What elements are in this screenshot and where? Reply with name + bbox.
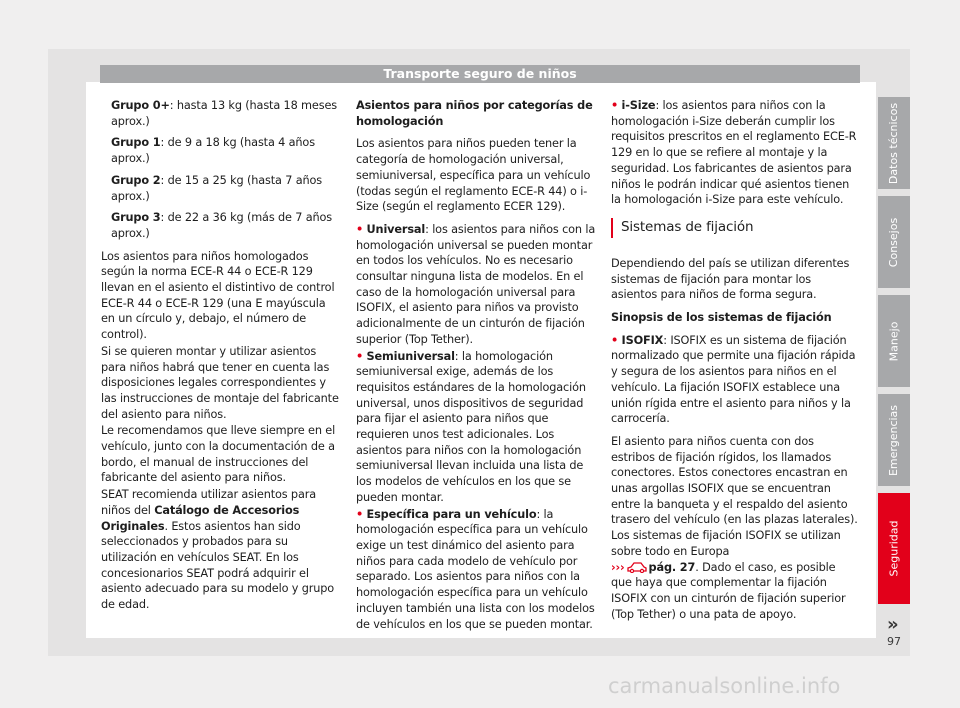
watermark: carmanualsonline.info <box>608 674 841 698</box>
group-item: Grupo 0+: hasta 13 kg (hasta 18 meses aprox.) <box>111 99 337 128</box>
tab-datos-tecnicos[interactable]: Datos técnicos <box>878 97 910 189</box>
group-item: Grupo 3: de 22 a 36 kg (más de 7 años aprox.) <box>111 211 333 240</box>
bullet-icon: • <box>356 222 364 236</box>
list-item: • ISOFIX: ISOFIX es un sistema de fijación normalizado que permite una fijación rápida y segura de los asientos para niños en el vehículo. La fijación ISOFIX establece una unión rígida entre el asiento para niños y la carrocería. <box>611 333 856 426</box>
car-icon <box>627 561 647 573</box>
reference-arrow[interactable]: ››› <box>611 560 625 574</box>
list-item: • Universal: los asientos para niños con la homologación universal se pueden montar en todos los vehículos. No es necesario consultar ninguna lista de modelos. En el caso de la homologación universal para ISOFIX, el asiento para niños va provisto adicionalmente de un cinturón de fijación superior (Top Tether). <box>356 222 596 346</box>
bullet-icon: • <box>611 333 619 347</box>
subheading: Sinopsis de los sistemas de fijación <box>611 311 832 325</box>
group-item: Grupo 1: de 9 a 18 kg (hasta 4 años aprox.) <box>111 136 315 166</box>
paragraph: Si se quieren montar y utilizar asientos para niños habrá que tener en cuenta las disposiciones legales correspondientes y las instrucciones de montaje del fabricante del asiento para niños. <box>101 344 339 421</box>
paragraph: El asiento para niños cuenta con dos estribos de fijación rígidos, los llamados conectores. Estos conectores encastran en unas argollas ISOFIX que se encuentran entre la banqueta y el respaldo del asiento trasero del vehículo (en las plazas laterales). Los sistemas de fijación ISOFIX se utilizan sobre todo en Europa ››› pág. 27. Dado el caso, es posible que haya que complementar la fijación ISOFIX con un cinturón de fijación superior (Top Tether) o una pata de apoyo. <box>611 434 858 621</box>
continue-arrow-icon: » <box>887 614 899 635</box>
list-item: • Semiuniversal: la homologación semiuniversal exige, además de los requisitos estándares de la homologación universal, unos dispositivos de seguridad para fijar el asiento para niños que requieren unos test adicionales. Los asientos para niños con la homologación semiuniversal llevan incluida una lista de los modelos de vehículos en los que se pueden montar. <box>356 349 586 504</box>
paragraph: Dependiendo del país se utilizan diferentes sistemas de fijación para montar los asientos para niños de forma segura. <box>611 256 850 302</box>
accessories-catalog: Catálogo de Accesorios Originales <box>101 503 300 533</box>
page-reference-link[interactable]: pág. 27 <box>648 560 696 574</box>
tab-seguridad[interactable]: Seguridad <box>878 493 910 604</box>
weight-groups <box>101 98 341 242</box>
page-title: Transporte seguro de niños <box>100 65 860 83</box>
column-right <box>611 98 859 629</box>
tab-consejos[interactable]: Consejos <box>878 196 910 288</box>
page-number: 97 <box>887 635 901 648</box>
paragraph: Los asientos para niños homologados según la norma ECE-R 44 o ECE-R 129 llevan en el asiento el distintivo de control ECE-R 44 o ECE-R 129 (una E mayúscula en un círculo y, debajo, el número de control). <box>101 249 335 342</box>
section-heading: Sistemas de fijación <box>611 218 859 236</box>
column-middle <box>356 98 600 633</box>
list-item: • i-Size: los asientos para niños con la homologación i-Size deberán cumplir los requisitos prescritos en el reglamento ECE-R 129 en lo que se refiere al montaje y la seguridad. Los fabricantes de asientos para niños le podrán indicar qué asientos tienen la homologación i-Size para este vehículo. <box>611 99 857 207</box>
bullet-icon: • <box>611 99 619 112</box>
paragraph: SEAT recomienda utilizar asientos para niños del Catálogo de Accesorios Originales. Estos asientos han sido seleccionados y probados para su utilización en vehículos SEAT. En los concesionarios SEAT podrá adquirir el asiento adecuado para su modelo y grupo de edad. <box>101 488 335 612</box>
group-item: Grupo 2: de 15 a 25 kg (hasta 7 años aprox.) <box>111 173 322 203</box>
paragraph: Los asientos para niños pueden tener la categoría de homologación universal, semiuniversal, específica para un vehículo (todas según el reglamento ECE-R 44) o i-Size (según el reglamento ECER 129). <box>356 137 591 214</box>
tab-emergencias[interactable]: Emergencias <box>878 394 910 486</box>
column-left <box>101 98 341 620</box>
paragraph: Le recomendamos que lleve siempre en el vehículo, junto con la documentación de a bordo, el manual de instrucciones del fabricante del asiento para niños. <box>101 424 336 485</box>
bullet-icon: • <box>356 349 364 363</box>
list-item: • Específica para un vehículo: la homologación específica para un vehículo exige un test dinámico del asiento para niños para cada modelo de vehículo por separado. Los asientos para niños con la homologación específica para un vehículo incluyen también una lista con los modelos de vehículos en los que se pueden montar. <box>356 507 595 631</box>
bullet-icon: • <box>356 507 364 521</box>
subheading: Asientos para niños por categorías de homologación <box>356 99 593 128</box>
tab-manejo[interactable]: Manejo <box>878 295 910 387</box>
